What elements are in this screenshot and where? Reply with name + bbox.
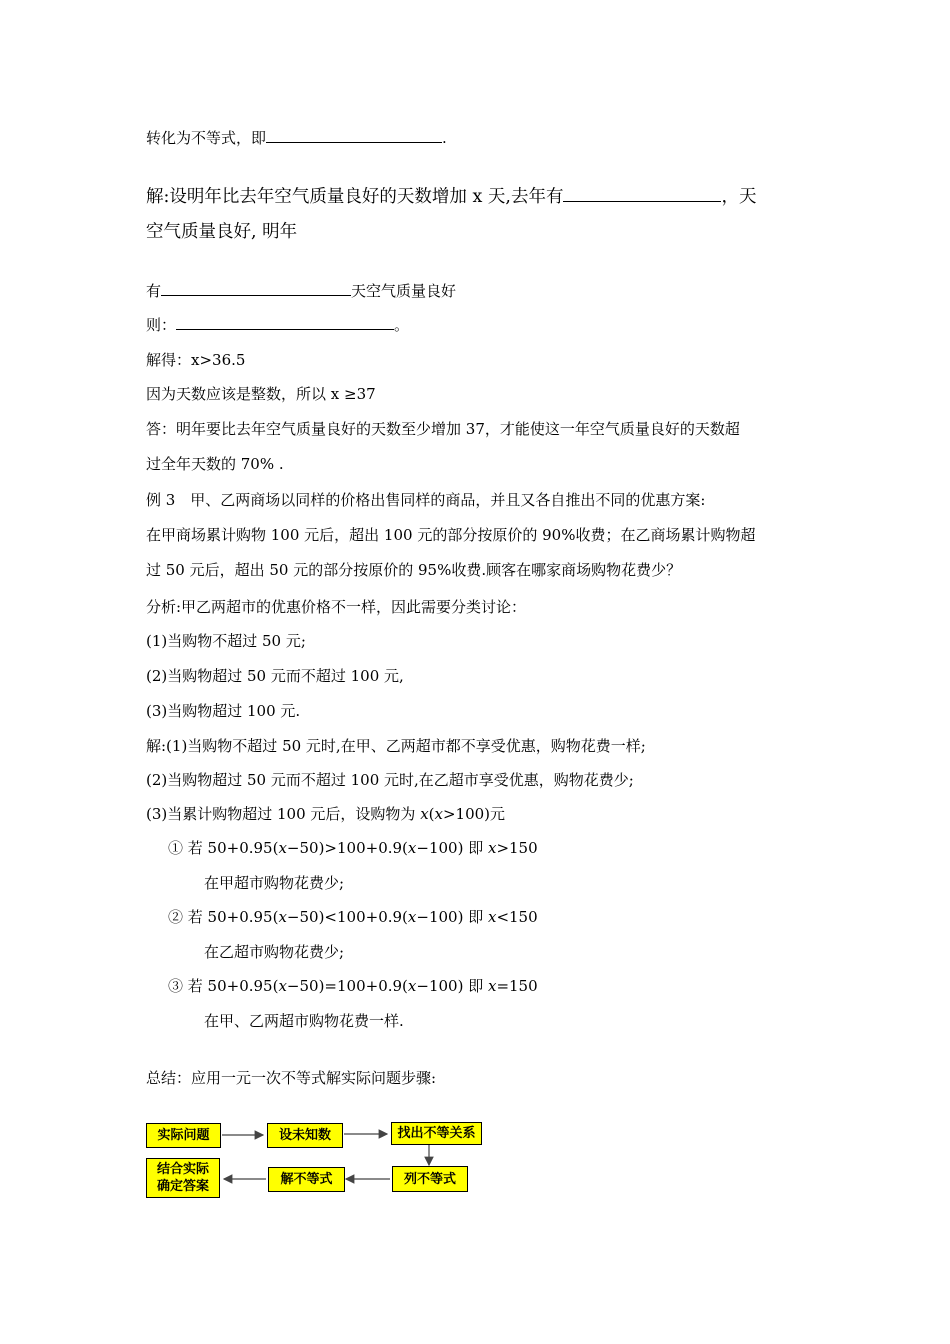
text: <150 — [496, 908, 538, 926]
case-3: (3)当购物超过 100 元. — [146, 702, 301, 720]
text-line-11: 在甲商场累计购物 100 元后，超出 100 元的部分按原价的 90%收费；在乙商场累计购物超 — [146, 526, 756, 544]
flow-step-solve-inequality: 解不等式 — [268, 1167, 345, 1192]
text: >100)元 — [442, 805, 506, 823]
text-line-9: 过全年天数的 70% . — [146, 455, 284, 473]
analysis-line: 分析:甲乙两超市的优惠价格不一样，因此需要分类讨论： — [146, 598, 527, 616]
text: >150 — [496, 839, 538, 857]
variable-x: x — [278, 977, 287, 995]
text: −100) 即 — [416, 908, 488, 926]
variable-x: x — [407, 839, 417, 857]
text: −50)=100+0.9( — [286, 977, 408, 995]
text: 天空气质量良好 — [351, 282, 457, 300]
text-line-6: 解得：x>36.5 — [146, 351, 246, 369]
conclusion-1: 在甲超市购物花费少; — [204, 874, 345, 892]
flow-step-find-inequality: 找出不等关系 — [391, 1122, 482, 1145]
text: ③ 若 50+0.95( — [168, 977, 279, 995]
summary-line: 总结：应用一元一次不等式解实际问题步骤: — [146, 1069, 437, 1087]
text: −100) 即 — [416, 977, 488, 995]
text: −50)>100+0.9( — [286, 839, 408, 857]
case-1: (1)当购物不超过 50 元; — [146, 632, 306, 650]
flow-step-set-unknown: 设未知数 — [267, 1123, 343, 1148]
text: 有 — [146, 282, 162, 300]
text: 转化为不等式，即 — [146, 129, 267, 147]
variable-x: x — [420, 805, 429, 823]
example-title: 例 3 甲、乙两商场以同样的价格出售同样的商品，并且又各自推出不同的优惠方案: — [146, 491, 706, 509]
flow-step-write-inequality: 列不等式 — [392, 1166, 468, 1192]
text: . — [442, 129, 447, 147]
text: =150 — [496, 977, 538, 995]
variable-x: x — [278, 908, 287, 926]
variable-x: x — [487, 839, 497, 857]
text: −100) 即 — [416, 839, 488, 857]
text: −50)<100+0.9( — [286, 908, 408, 926]
text: 解:设明年比去年空气质量良好的天数增加 x 天,去年有 — [146, 187, 564, 207]
flow-step-determine-answer: 结合实际确定答案 — [146, 1158, 220, 1198]
variable-x: x — [487, 977, 497, 995]
text: (3)当累计购物超过 100 元后，设购物为 — [146, 805, 421, 823]
variable-x: x — [487, 908, 497, 926]
variable-x: x — [278, 839, 287, 857]
solution-2: (2)当购物超过 50 元而不超过 100 元时,在乙超市享受优惠，购物花费少; — [146, 771, 634, 789]
text: ② 若 50+0.95( — [168, 908, 279, 926]
conclusion-3: 在甲、乙两超市购物花费一样. — [204, 1012, 404, 1030]
text-line-8: 答：明年要比去年空气质量良好的天数至少增加 37，才能使这一年空气质量良好的天数超 — [146, 420, 740, 438]
variable-x: x — [407, 977, 417, 995]
text-line-12: 过 50 元后，超出 50 元的部分按原价的 95%收费.顾客在哪家商场购物花费少？ — [146, 561, 682, 579]
variable-x: x — [407, 908, 417, 926]
text: ① 若 50+0.95( — [168, 839, 279, 857]
text: ( — [428, 805, 435, 823]
text: 。 — [394, 316, 410, 334]
variable-x: x — [434, 805, 443, 823]
solution-1: 解:(1)当购物不超过 50 元时,在甲、乙两超市都不享受优惠，购物花费一样; — [146, 737, 646, 755]
text: ，天 — [721, 187, 757, 207]
text-line-7: 因为天数应该是整数，所以 x ≥37 — [146, 385, 376, 403]
flow-step-actual-problem: 实际问题 — [146, 1123, 221, 1148]
conclusion-2: 在乙超市购物花费少; — [204, 943, 345, 961]
text: 则： — [146, 316, 177, 334]
text-line-3: 空气质量良好, 明年 — [146, 222, 298, 242]
case-2: (2)当购物超过 50 元而不超过 100 元, — [146, 667, 404, 685]
